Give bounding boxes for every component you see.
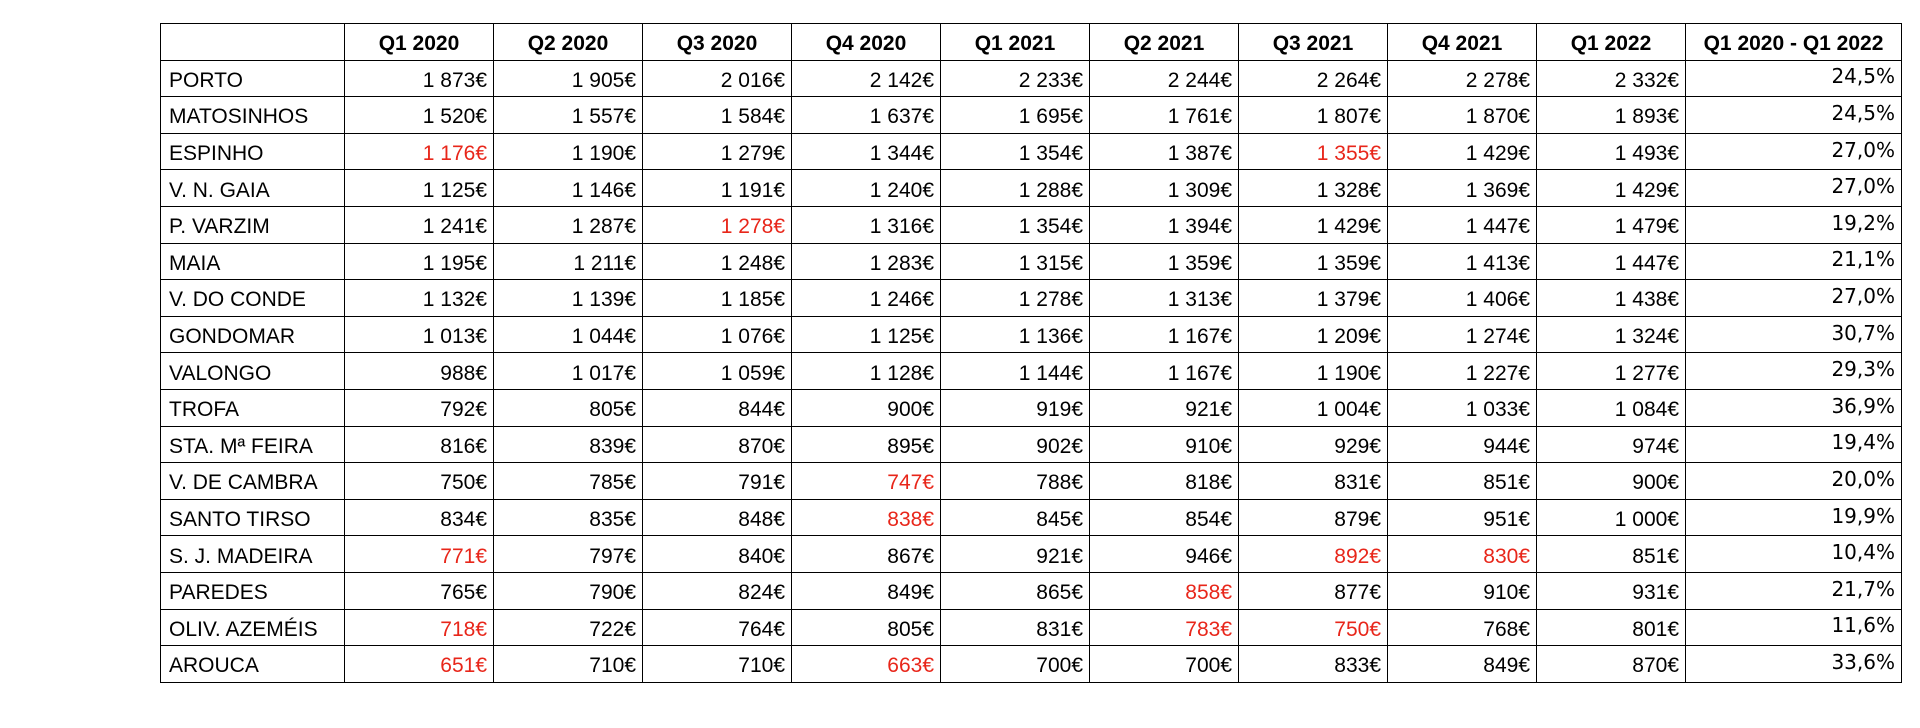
price-cell: 1 278€ — [941, 280, 1090, 317]
header-q4-2020: Q4 2020 — [792, 24, 941, 61]
price-cell: 854€ — [1090, 499, 1239, 536]
price-cell: 1 557€ — [494, 97, 643, 134]
price-cell: 1 447€ — [1537, 243, 1686, 280]
price-cell: 1 146€ — [494, 170, 643, 207]
price-cell: 851€ — [1537, 536, 1686, 573]
header-q1-2021: Q1 2021 — [941, 24, 1090, 61]
change-percent-cell: 21,7% — [1686, 572, 1902, 609]
price-cell: 1 387€ — [1090, 133, 1239, 170]
table-row — [161, 426, 1902, 463]
price-cell: 1 584€ — [643, 97, 792, 134]
price-cell: 929€ — [1239, 426, 1388, 463]
price-cell: 1 195€ — [345, 243, 494, 280]
change-percent-cell: 27,0% — [1686, 170, 1902, 207]
price-cell: 921€ — [941, 536, 1090, 573]
price-cell: 1 191€ — [643, 170, 792, 207]
price-cell: 2 016€ — [643, 60, 792, 97]
municipality-cell: MATOSINHOS — [161, 97, 345, 134]
header-corner-cell — [161, 24, 345, 61]
table-row — [161, 609, 1902, 646]
table-row — [161, 646, 1902, 683]
table-row — [161, 97, 1902, 134]
price-cell: 921€ — [1090, 389, 1239, 426]
table-row — [161, 572, 1902, 609]
change-percent-cell: 36,9% — [1686, 389, 1902, 426]
price-cell: 1 905€ — [494, 60, 643, 97]
municipality-cell: VALONGO — [161, 353, 345, 390]
price-cell: 1 313€ — [1090, 280, 1239, 317]
price-cell: 1 355€ — [1239, 133, 1388, 170]
price-cell: 892€ — [1239, 536, 1388, 573]
header-q1-2022: Q1 2022 — [1537, 24, 1686, 61]
price-cell: 1 277€ — [1537, 353, 1686, 390]
price-cell: 805€ — [494, 389, 643, 426]
price-cell: 840€ — [643, 536, 792, 573]
price-cell: 834€ — [345, 499, 494, 536]
price-cell: 951€ — [1388, 499, 1537, 536]
table-row — [161, 133, 1902, 170]
table-row — [161, 60, 1902, 97]
price-cell: 768€ — [1388, 609, 1537, 646]
price-cell: 1 139€ — [494, 280, 643, 317]
price-cell: 944€ — [1388, 426, 1537, 463]
price-cell: 1 013€ — [345, 316, 494, 353]
price-cell: 1 209€ — [1239, 316, 1388, 353]
table-row — [161, 280, 1902, 317]
price-cell: 1 359€ — [1239, 243, 1388, 280]
table-body — [161, 60, 1902, 682]
price-cell: 1 309€ — [1090, 170, 1239, 207]
price-cell: 851€ — [1388, 463, 1537, 500]
change-percent-cell: 24,5% — [1686, 97, 1902, 134]
price-cell: 1 241€ — [345, 206, 494, 243]
price-cell: 877€ — [1239, 572, 1388, 609]
price-cell: 1 413€ — [1388, 243, 1537, 280]
price-cell: 1 076€ — [643, 316, 792, 353]
municipality-cell: SANTO TIRSO — [161, 499, 345, 536]
price-cell: 1 447€ — [1388, 206, 1537, 243]
price-cell: 865€ — [941, 572, 1090, 609]
change-percent-cell: 10,4% — [1686, 536, 1902, 573]
table-row — [161, 206, 1902, 243]
table-row — [161, 499, 1902, 536]
change-percent-cell: 24,5% — [1686, 60, 1902, 97]
price-cell: 895€ — [792, 426, 941, 463]
price-cell: 788€ — [941, 463, 1090, 500]
municipality-cell: S. J. MADEIRA — [161, 536, 345, 573]
municipality-cell: V. N. GAIA — [161, 170, 345, 207]
municipality-cell: V. DE CAMBRA — [161, 463, 345, 500]
table-header — [161, 24, 1902, 61]
price-cell: 1 084€ — [1537, 389, 1686, 426]
price-cell: 1 125€ — [792, 316, 941, 353]
price-cell: 1 287€ — [494, 206, 643, 243]
price-cell: 700€ — [1090, 646, 1239, 683]
price-cell: 651€ — [345, 646, 494, 683]
table-row — [161, 243, 1902, 280]
price-cell: 831€ — [941, 609, 1090, 646]
price-cell: 700€ — [941, 646, 1090, 683]
price-cell: 1 185€ — [643, 280, 792, 317]
price-cell: 783€ — [1090, 609, 1239, 646]
price-cell: 824€ — [643, 572, 792, 609]
price-cell: 2 332€ — [1537, 60, 1686, 97]
header-q1-2020: Q1 2020 — [345, 24, 494, 61]
change-percent-cell: 19,9% — [1686, 499, 1902, 536]
price-cell: 747€ — [792, 463, 941, 500]
price-cell: 1 438€ — [1537, 280, 1686, 317]
price-cell: 1 359€ — [1090, 243, 1239, 280]
price-cell: 1 493€ — [1537, 133, 1686, 170]
price-cell: 1 893€ — [1537, 97, 1686, 134]
price-cell: 839€ — [494, 426, 643, 463]
price-cell: 765€ — [345, 572, 494, 609]
price-cell: 750€ — [1239, 609, 1388, 646]
price-cell: 870€ — [1537, 646, 1686, 683]
price-cell: 818€ — [1090, 463, 1239, 500]
change-percent-cell: 11,6% — [1686, 609, 1902, 646]
price-cell: 797€ — [494, 536, 643, 573]
price-cell: 1 479€ — [1537, 206, 1686, 243]
price-cell: 879€ — [1239, 499, 1388, 536]
price-cell: 1 274€ — [1388, 316, 1537, 353]
price-cell: 848€ — [643, 499, 792, 536]
municipality-cell: ESPINHO — [161, 133, 345, 170]
change-percent-cell: 30,7% — [1686, 316, 1902, 353]
price-cell: 1 240€ — [792, 170, 941, 207]
price-cell: 1 637€ — [792, 97, 941, 134]
table-row — [161, 389, 1902, 426]
price-cell: 849€ — [792, 572, 941, 609]
price-cell: 1 278€ — [643, 206, 792, 243]
price-table — [160, 23, 1902, 683]
price-cell: 805€ — [792, 609, 941, 646]
price-cell: 785€ — [494, 463, 643, 500]
price-cell: 1 283€ — [792, 243, 941, 280]
price-cell: 816€ — [345, 426, 494, 463]
price-cell: 844€ — [643, 389, 792, 426]
header-q2-2020: Q2 2020 — [494, 24, 643, 61]
price-cell: 2 233€ — [941, 60, 1090, 97]
price-cell: 1 354€ — [941, 206, 1090, 243]
price-cell: 2 278€ — [1388, 60, 1537, 97]
price-cell: 1 246€ — [792, 280, 941, 317]
header-change-q1-2020-q1-2022: Q1 2020 - Q1 2022 — [1686, 24, 1902, 61]
price-cell: 663€ — [792, 646, 941, 683]
price-cell: 790€ — [494, 572, 643, 609]
price-cell: 722€ — [494, 609, 643, 646]
table-row — [161, 316, 1902, 353]
price-cell: 845€ — [941, 499, 1090, 536]
price-cell: 1 059€ — [643, 353, 792, 390]
change-percent-cell: 27,0% — [1686, 133, 1902, 170]
price-cell: 771€ — [345, 536, 494, 573]
price-cell: 1 004€ — [1239, 389, 1388, 426]
price-cell: 1 873€ — [345, 60, 494, 97]
price-cell: 1 406€ — [1388, 280, 1537, 317]
municipality-cell: OLIV. AZEMÉIS — [161, 609, 345, 646]
price-cell: 838€ — [792, 499, 941, 536]
price-cell: 1 695€ — [941, 97, 1090, 134]
price-cell: 1 167€ — [1090, 316, 1239, 353]
price-cell: 902€ — [941, 426, 1090, 463]
change-percent-cell: 29,3% — [1686, 353, 1902, 390]
price-cell: 867€ — [792, 536, 941, 573]
price-cell: 870€ — [643, 426, 792, 463]
price-cell: 858€ — [1090, 572, 1239, 609]
price-cell: 1 369€ — [1388, 170, 1537, 207]
price-cell: 1 211€ — [494, 243, 643, 280]
price-cell: 1 033€ — [1388, 389, 1537, 426]
table-row — [161, 463, 1902, 500]
municipality-cell: PORTO — [161, 60, 345, 97]
price-cell: 1 379€ — [1239, 280, 1388, 317]
price-cell: 2 244€ — [1090, 60, 1239, 97]
header-q4-2021: Q4 2021 — [1388, 24, 1537, 61]
price-cell: 1 190€ — [494, 133, 643, 170]
municipality-cell: TROFA — [161, 389, 345, 426]
price-cell: 1 870€ — [1388, 97, 1537, 134]
price-cell: 1 429€ — [1239, 206, 1388, 243]
price-cell: 1 316€ — [792, 206, 941, 243]
price-cell: 791€ — [643, 463, 792, 500]
municipality-cell: GONDOMAR — [161, 316, 345, 353]
price-cell: 710€ — [494, 646, 643, 683]
price-cell: 1 315€ — [941, 243, 1090, 280]
municipality-cell: PAREDES — [161, 572, 345, 609]
price-cell: 1 354€ — [941, 133, 1090, 170]
price-cell: 900€ — [792, 389, 941, 426]
price-cell: 946€ — [1090, 536, 1239, 573]
municipality-cell: P. VARZIM — [161, 206, 345, 243]
price-cell: 833€ — [1239, 646, 1388, 683]
price-cell: 910€ — [1388, 572, 1537, 609]
price-cell: 931€ — [1537, 572, 1686, 609]
price-cell: 1 144€ — [941, 353, 1090, 390]
price-cell: 1 288€ — [941, 170, 1090, 207]
change-percent-cell: 27,0% — [1686, 280, 1902, 317]
price-cell: 1 190€ — [1239, 353, 1388, 390]
price-cell: 1 248€ — [643, 243, 792, 280]
price-cell: 910€ — [1090, 426, 1239, 463]
municipality-cell: MAIA — [161, 243, 345, 280]
table-row — [161, 353, 1902, 390]
price-cell: 831€ — [1239, 463, 1388, 500]
municipality-cell: AROUCA — [161, 646, 345, 683]
price-cell: 792€ — [345, 389, 494, 426]
price-cell: 1 227€ — [1388, 353, 1537, 390]
price-cell: 801€ — [1537, 609, 1686, 646]
price-cell: 1 429€ — [1537, 170, 1686, 207]
price-cell: 1 132€ — [345, 280, 494, 317]
price-cell: 1 017€ — [494, 353, 643, 390]
municipality-cell: V. DO CONDE — [161, 280, 345, 317]
price-cell: 1 279€ — [643, 133, 792, 170]
price-cell: 1 136€ — [941, 316, 1090, 353]
price-cell: 974€ — [1537, 426, 1686, 463]
price-cell: 1 761€ — [1090, 97, 1239, 134]
price-cell: 2 264€ — [1239, 60, 1388, 97]
price-cell: 1 125€ — [345, 170, 494, 207]
table-row — [161, 170, 1902, 207]
price-cell: 900€ — [1537, 463, 1686, 500]
change-percent-cell: 20,0% — [1686, 463, 1902, 500]
price-cell: 1 324€ — [1537, 316, 1686, 353]
change-percent-cell: 19,2% — [1686, 206, 1902, 243]
price-cell: 1 520€ — [345, 97, 494, 134]
price-cell: 1 167€ — [1090, 353, 1239, 390]
header-row — [161, 24, 1902, 61]
price-cell: 2 142€ — [792, 60, 941, 97]
price-cell: 710€ — [643, 646, 792, 683]
price-cell: 1 128€ — [792, 353, 941, 390]
price-cell: 835€ — [494, 499, 643, 536]
price-cell: 919€ — [941, 389, 1090, 426]
price-cell: 1 044€ — [494, 316, 643, 353]
price-cell: 988€ — [345, 353, 494, 390]
municipality-cell: STA. Mª FEIRA — [161, 426, 345, 463]
price-cell: 718€ — [345, 609, 494, 646]
change-percent-cell: 33,6% — [1686, 646, 1902, 683]
price-cell: 1 344€ — [792, 133, 941, 170]
price-cell: 750€ — [345, 463, 494, 500]
change-percent-cell: 19,4% — [1686, 426, 1902, 463]
header-q3-2020: Q3 2020 — [643, 24, 792, 61]
price-cell: 849€ — [1388, 646, 1537, 683]
price-cell: 1 429€ — [1388, 133, 1537, 170]
price-cell: 830€ — [1388, 536, 1537, 573]
change-percent-cell: 21,1% — [1686, 243, 1902, 280]
header-q3-2021: Q3 2021 — [1239, 24, 1388, 61]
price-cell: 1 000€ — [1537, 499, 1686, 536]
price-cell: 1 807€ — [1239, 97, 1388, 134]
price-cell: 1 328€ — [1239, 170, 1388, 207]
header-q2-2021: Q2 2021 — [1090, 24, 1239, 61]
price-cell: 764€ — [643, 609, 792, 646]
price-cell: 1 176€ — [345, 133, 494, 170]
table-row — [161, 536, 1902, 573]
price-cell: 1 394€ — [1090, 206, 1239, 243]
